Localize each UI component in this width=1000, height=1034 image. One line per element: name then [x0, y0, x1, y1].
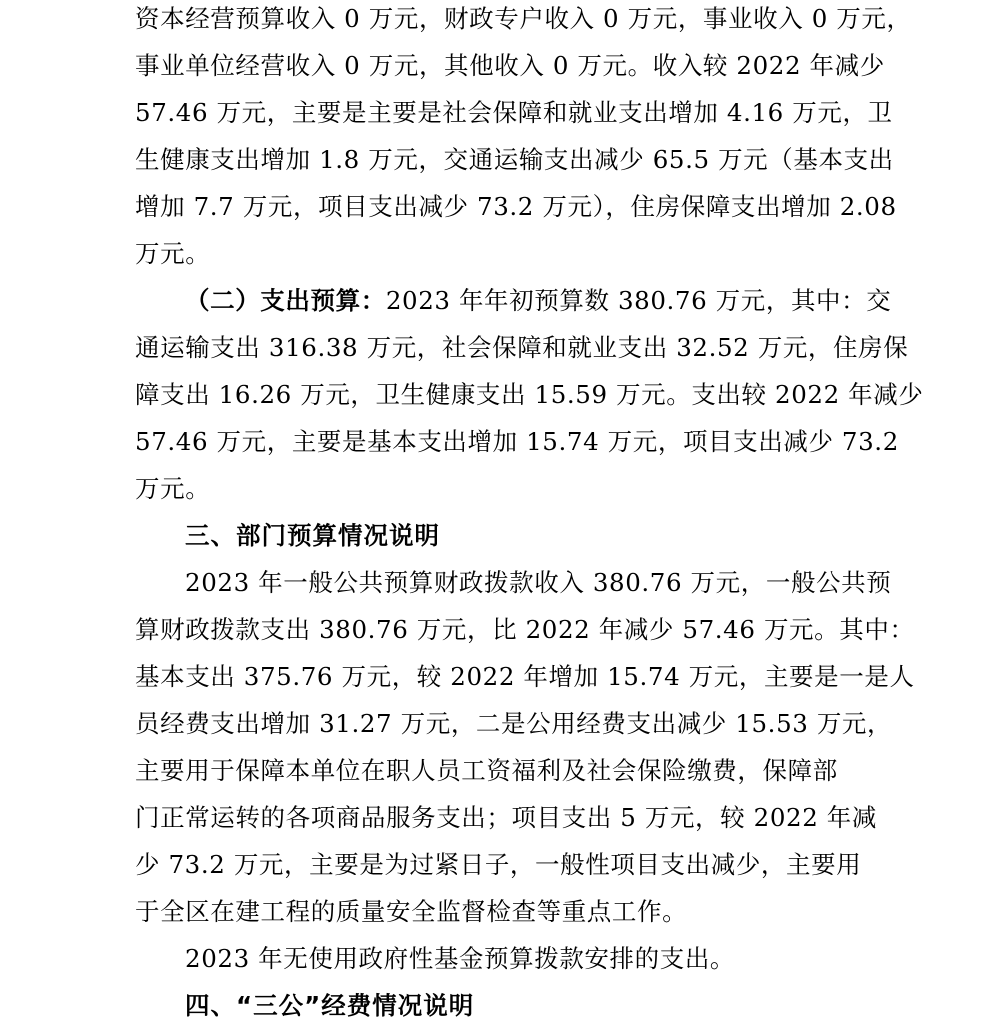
paragraph-expenditure-budget: [135, 282, 924, 517]
text-line: 通运输支出 316.38 万元，社会保障和就业支出 32.52 万元，住房保: [135, 333, 909, 362]
text-line: 于全区在建工程的质量安全监督检查等重点工作。: [135, 897, 688, 926]
text-line: 2023 年一般公共预算财政拨款收入 380.76 万元，一般公共预: [185, 568, 892, 597]
text-line: 事业单位经营收入 0 万元，其他收入 0 万元。收入较 2022 年减少: [135, 51, 885, 80]
section-lead: （二）支出预算：: [185, 286, 386, 315]
text-line: 主要用于保障本单位在职人员工资福利及社会保险缴费，保障部: [135, 756, 838, 785]
text-line: 障支出 16.26 万元，卫生健康支出 15.59 万元。支出较 2022 年减少: [135, 380, 924, 409]
paragraph-department-budget: [135, 564, 915, 940]
text-line: 基本支出 375.76 万元，较 2022 年增加 15.74 万元，主要是一是人: [135, 662, 915, 691]
text-line: 门正常运转的各项商品服务支出；项目支出 5 万元，较 2022 年减: [135, 803, 877, 832]
text-line: 资本经营预算收入 0 万元，财政专户收入 0 万元，事业收入 0 万元，: [135, 4, 912, 33]
text-line: 算财政拨款支出 380.76 万元，比 2022 年减少 57.46 万元。其中：: [135, 615, 915, 644]
text-line: [135, 282, 892, 329]
text-line: 万元。: [135, 474, 211, 503]
text-line: 万元。: [135, 239, 211, 268]
section-heading-3: 三、部门预算情况说明: [185, 521, 440, 550]
text-line: 生健康支出增加 1.8 万元，交通运输支出减少 65.5 万元（基本支出: [135, 145, 894, 174]
paragraph-government-fund: [135, 940, 870, 987]
text-line: 员经费支出增加 31.27 万元，二是公用经费支出减少 15.53 万元，: [135, 709, 893, 738]
paragraph-income-summary: [135, 0, 912, 282]
text-line: 57.46 万元，主要是基本支出增加 15.74 万元，项目支出减少 73.2: [135, 427, 899, 456]
text-line: 少 73.2 万元，主要是为过紧日子，一般性项目支出减少，主要用: [135, 850, 862, 879]
section-lead-rest: 2023 年年初预算数 380.76 万元，其中：交: [385, 286, 892, 315]
document-page: [135, 0, 924, 1034]
section-heading-4: 四、“三公”经费情况说明: [185, 991, 475, 1020]
text-line: 2023 年无使用政府性基金预算拨款安排的支出。: [185, 944, 736, 973]
text-line: 57.46 万元，主要是主要是社会保障和就业支出增加 4.16 万元，卫: [135, 98, 893, 127]
text-line: 增加 7.7 万元，项目支出减少 73.2 万元），住房保障支出增加 2.08: [135, 192, 897, 221]
